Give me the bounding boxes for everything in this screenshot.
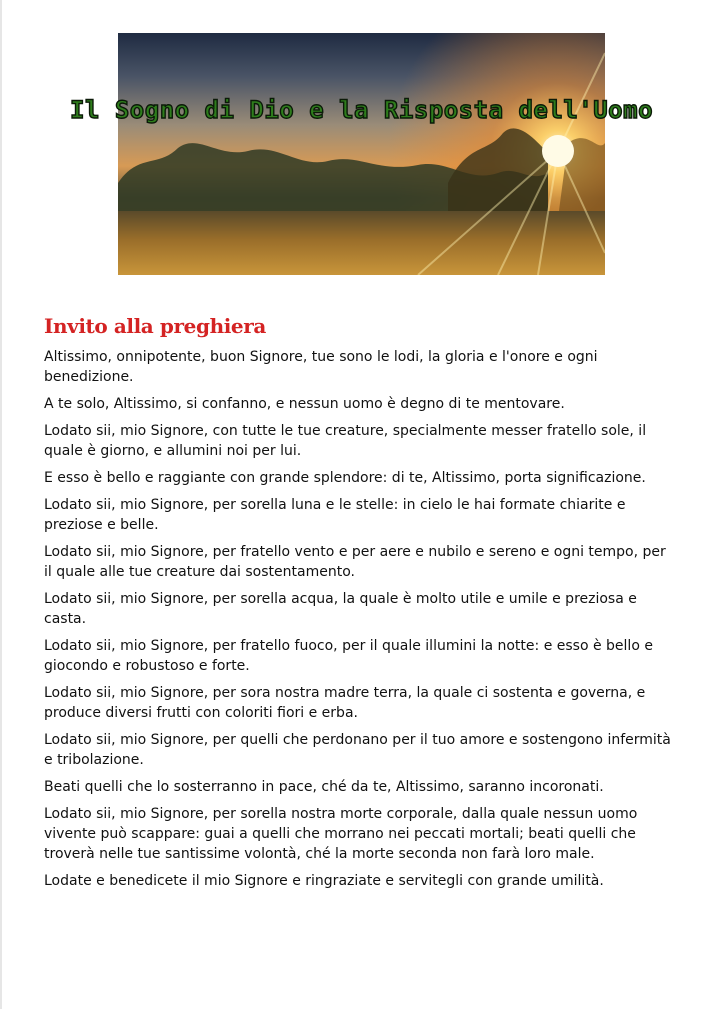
verse-paragraph: E esso è bello e raggiante con grande splendore: di te, Altissimo, porta significazione. xyxy=(44,470,646,486)
verse-paragraph: Lodato sii, mio Signore, per quelli che perdonano per il tuo amore e sostengono infermità e tribolazione. xyxy=(44,732,671,768)
page-edge xyxy=(0,0,2,1009)
verse-paragraph: Lodate e benedicete il mio Signore e ringraziate e servitegli con grande umilità. xyxy=(44,873,604,889)
prayer-text xyxy=(44,347,674,898)
verse-paragraph: Lodato sii, mio Signore, con tutte le tue creature, specialmente messer fratello sole, il quale è giorno, e allumini noi per lui. xyxy=(44,423,647,459)
banner-title: Il Sogno di Dio e la Risposta dell'Uomo xyxy=(70,96,654,124)
verse-paragraph: Lodato sii, mio Signore, per sorella nostra morte corporale, dalla quale nessun uomo vivente può scappare: guai a quelli che morrano nei peccati mortali; beati quelli che troverà nelle tue santissime volontà, ché la morte seconda non farà loro male. xyxy=(44,806,638,862)
verse-paragraph: Lodato sii, mio Signore, per sorella luna e le stelle: in cielo le hai formate chiarite e preziose e belle. xyxy=(44,497,626,533)
verse-paragraph: Beati quelli che lo sosterranno in pace, ché da te, Altissimo, saranno incoronati. xyxy=(44,779,604,795)
sunset-field-illustration xyxy=(118,33,605,275)
section-heading: Invito alla preghiera xyxy=(44,314,266,338)
verse-paragraph: A te solo, Altissimo, si confanno, e nessun uomo è degno di te mentovare. xyxy=(44,396,565,412)
verse-paragraph: Lodato sii, mio Signore, per sora nostra madre terra, la quale ci sostenta e governa, e produce diversi frutti con coloriti fiori e erba. xyxy=(44,685,646,721)
sunset-field-image xyxy=(118,33,605,275)
verse-paragraph: Lodato sii, mio Signore, per sorella acqua, la quale è molto utile e umile e preziosa e casta. xyxy=(44,591,637,627)
verse-paragraph: Lodato sii, mio Signore, per fratello vento e per aere e nubilo e sereno e ogni tempo, per il quale alle tue creature dai sostentamento. xyxy=(44,544,666,580)
verse-paragraph: Lodato sii, mio Signore, per fratello fuoco, per il quale illumini la notte: e esso è bello e giocondo e robustoso e forte. xyxy=(44,638,653,674)
verse-paragraph: Altissimo, onnipotente, buon Signore, tue sono le lodi, la gloria e l'onore e ogni benedizione. xyxy=(44,349,598,385)
